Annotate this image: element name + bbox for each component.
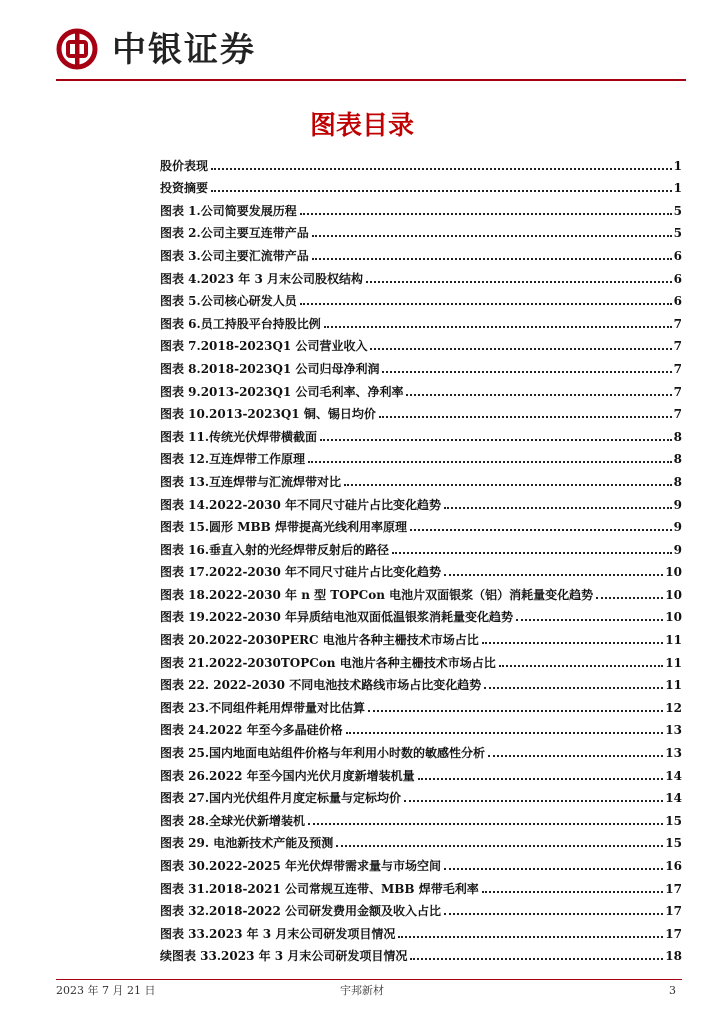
toc-entry-label: 图表 13.互连焊带与汇流焊带对比 xyxy=(160,474,342,489)
toc-entry-label: 图表 4.2023 年 3 月末公司股权结构 xyxy=(160,271,363,286)
toc-leader-dots xyxy=(444,868,663,870)
toc-leader-dots xyxy=(379,416,672,418)
toc-entry-page: 7 xyxy=(673,316,682,331)
toc-entry-page: 10 xyxy=(665,587,682,602)
toc-leader-dots xyxy=(211,168,672,170)
toc-entry[interactable] xyxy=(160,942,682,965)
toc-entry[interactable] xyxy=(160,738,682,761)
toc-entry-page: 8 xyxy=(673,429,682,444)
toc-entry-page: 11 xyxy=(665,633,682,648)
toc-entry[interactable] xyxy=(160,377,682,400)
toc-entry[interactable] xyxy=(160,151,682,174)
toc-entry[interactable] xyxy=(160,558,682,581)
toc-leader-dots xyxy=(320,439,672,441)
toc-entry-label: 续图表 33.2023 年 3 月末公司研发项目情况 xyxy=(160,949,408,964)
toc-leader-dots xyxy=(410,958,663,960)
toc-entry-label: 图表 30.2022-2025 年光伏焊带需求量与市场空间 xyxy=(160,859,442,873)
toc-entry[interactable] xyxy=(160,897,682,920)
footer-page-number: 3 xyxy=(669,984,676,997)
toc-entry-label: 图表 7.2018-2023Q1 公司营业收入 xyxy=(160,339,368,354)
toc-leader-dots xyxy=(398,936,663,938)
toc-leader-dots xyxy=(368,710,663,712)
page-title: 图表目录 xyxy=(309,111,414,141)
toc-entry-page: 10 xyxy=(665,565,682,580)
toc-entry-label: 图表 22. 2022-2030 不同电池技术路线市场占比变化趋势 xyxy=(160,678,482,693)
table-of-contents xyxy=(160,151,682,964)
toc-entry[interactable] xyxy=(160,332,682,355)
toc-leader-dots xyxy=(488,755,663,757)
toc-entry-label: 图表 28.全球光伏新增装机 xyxy=(160,813,306,828)
toc-entry-label: 图表 11.传统光伏焊带横截面 xyxy=(160,429,318,444)
toc-leader-dots xyxy=(211,190,672,192)
toc-entry-label: 图表 3.公司主要汇流带产品 xyxy=(160,248,309,263)
toc-entry-page: 1 xyxy=(673,181,682,196)
toc-entry[interactable] xyxy=(160,625,682,648)
toc-entry-page: 14 xyxy=(665,768,682,783)
toc-leader-dots xyxy=(312,235,672,237)
toc-leader-dots xyxy=(346,732,664,734)
toc-entry[interactable] xyxy=(160,580,682,603)
toc-leader-dots xyxy=(308,461,672,463)
toc-entry[interactable] xyxy=(160,422,682,445)
toc-entry[interactable] xyxy=(160,761,682,784)
toc-entry-page: 7 xyxy=(673,339,682,354)
toc-entry-page: 5 xyxy=(673,203,682,218)
toc-entry-page: 9 xyxy=(673,520,682,535)
toc-leader-dots xyxy=(300,213,672,215)
toc-entry[interactable] xyxy=(160,219,682,242)
toc-entry-page: 6 xyxy=(673,248,682,263)
toc-entry-page: 10 xyxy=(665,610,682,625)
toc-entry[interactable] xyxy=(160,309,682,332)
toc-entry-page: 17 xyxy=(665,926,682,941)
toc-entry-page: 7 xyxy=(673,407,682,422)
toc-leader-dots xyxy=(516,619,663,621)
toc-entry-page: 18 xyxy=(665,949,682,964)
toc-entry[interactable] xyxy=(160,445,682,468)
toc-entry-label: 图表 18.2022-2030 年 n 型 TOPCon 电池片双面银浆（铝）消耗量变化趋势 xyxy=(160,587,594,602)
toc-entry-page: 17 xyxy=(665,904,682,919)
toc-entry-page: 13 xyxy=(665,746,682,761)
toc-entry-page: 1 xyxy=(673,158,682,173)
toc-entry-label: 图表 9.2013-2023Q1 公司毛利率、净利率 xyxy=(160,384,404,399)
toc-leader-dots xyxy=(382,371,671,373)
toc-entry[interactable] xyxy=(160,648,682,671)
toc-entry-label: 图表 25.国内地面电站组件价格与年利用小时数的敏感性分析 xyxy=(160,746,486,761)
toc-entry[interactable] xyxy=(160,467,682,490)
toc-leader-dots xyxy=(444,574,663,576)
toc-entry[interactable] xyxy=(160,806,682,829)
toc-entry-label: 投资摘要 xyxy=(160,181,209,196)
page-header xyxy=(56,28,686,74)
toc-entry-label: 图表 21.2022-2030TOPCon 电池片各种主栅技术市场占比 xyxy=(160,655,496,670)
toc-leader-dots xyxy=(482,642,664,644)
toc-leader-dots xyxy=(308,823,663,825)
footer-company: 宇邦新材 xyxy=(340,984,384,997)
toc-entry-page: 16 xyxy=(665,859,682,873)
toc-leader-dots xyxy=(312,258,672,260)
footer-divider xyxy=(56,979,682,980)
toc-entry-label: 图表 31.2018-2021 公司常规互连带、MBB 焊带毛利率 xyxy=(160,881,479,896)
toc-leader-dots xyxy=(324,326,672,328)
toc-entry-label: 图表 15.圆形 MBB 焊带提高光线利用率原理 xyxy=(160,520,407,535)
toc-entry[interactable] xyxy=(160,287,682,310)
toc-entry-page: 6 xyxy=(673,294,682,309)
toc-entry[interactable] xyxy=(160,671,682,694)
toc-entry-page: 17 xyxy=(665,881,682,896)
toc-entry[interactable] xyxy=(160,241,682,264)
toc-entry-page: 7 xyxy=(673,361,682,376)
toc-entry[interactable] xyxy=(160,264,682,287)
toc-leader-dots xyxy=(406,394,671,396)
toc-leader-dots xyxy=(410,529,672,531)
toc-leader-dots xyxy=(336,845,663,847)
brand-name: 中银证券 xyxy=(112,30,256,70)
toc-entry-label: 图表 6.员工持股平台持股比例 xyxy=(160,316,321,331)
toc-entry[interactable] xyxy=(160,535,682,558)
toc-entry-page: 9 xyxy=(673,542,682,557)
toc-entry-label: 图表 8.2018-2023Q1 公司归母净利润 xyxy=(160,361,380,376)
toc-entry-label: 图表 27.国内光伏组件月度定标量与定标均价 xyxy=(160,791,402,806)
toc-leader-dots xyxy=(444,913,663,915)
toc-entry-label: 图表 14.2022-2030 年不同尺寸硅片占比变化趋势 xyxy=(160,497,442,512)
toc-entry-page: 5 xyxy=(673,226,682,241)
toc-entry-label: 图表 10.2013-2023Q1 铜、锡日均价 xyxy=(160,407,376,422)
toc-entry-page: 11 xyxy=(665,655,682,670)
toc-entry[interactable] xyxy=(160,919,682,942)
toc-entry[interactable] xyxy=(160,196,682,219)
toc-entry[interactable] xyxy=(160,784,682,807)
toc-entry-label: 图表 32.2018-2022 公司研发费用金额及收入占比 xyxy=(160,904,442,919)
toc-entry-page: 6 xyxy=(673,271,682,286)
toc-entry[interactable] xyxy=(160,829,682,852)
toc-entry-label: 图表 23.不同组件耗用焊带量对比估算 xyxy=(160,700,366,715)
toc-leader-dots xyxy=(499,665,664,667)
toc-leader-dots xyxy=(366,281,672,283)
toc-entry-page: 9 xyxy=(673,497,682,512)
toc-entry-label: 图表 33.2023 年 3 月末公司研发项目情况 xyxy=(160,926,396,941)
footer-date: 2023 年 7 月 21 日 xyxy=(56,984,156,997)
toc-entry-page: 15 xyxy=(665,836,682,851)
toc-entry-page: 8 xyxy=(673,452,682,467)
toc-entry-page: 14 xyxy=(665,791,682,806)
toc-entry-page: 15 xyxy=(665,813,682,828)
toc-entry[interactable] xyxy=(160,716,682,739)
toc-entry-page: 12 xyxy=(665,700,682,715)
toc-entry[interactable] xyxy=(160,603,682,626)
toc-entry-label: 图表 26.2022 年至今国内光伏月度新增装机量 xyxy=(160,768,415,783)
bank-of-china-logo-icon xyxy=(56,28,98,70)
toc-entry-label: 图表 16.垂直入射的光经焊带反射后的路径 xyxy=(160,542,390,557)
toc-entry[interactable] xyxy=(160,174,682,197)
toc-entry-label: 图表 1.公司简要发展历程 xyxy=(160,203,297,218)
toc-entry-page: 8 xyxy=(673,474,682,489)
toc-entry[interactable] xyxy=(160,513,682,536)
toc-entry-label: 图表 17.2022-2030 年不同尺寸硅片占比变化趋势 xyxy=(160,565,442,580)
toc-entry-label: 图表 19.2022-2030 年异质结电池双面低温银浆消耗量变化趋势 xyxy=(160,610,514,625)
toc-entry[interactable] xyxy=(160,490,682,513)
toc-entry[interactable] xyxy=(160,354,682,377)
toc-entry[interactable] xyxy=(160,851,682,874)
toc-entry-page: 11 xyxy=(665,678,682,693)
toc-leader-dots xyxy=(370,348,671,350)
toc-entry[interactable] xyxy=(160,400,682,423)
toc-entry[interactable] xyxy=(160,693,682,716)
toc-entry-label: 图表 2.公司主要互连带产品 xyxy=(160,226,309,241)
toc-leader-dots xyxy=(482,891,664,893)
toc-entry[interactable] xyxy=(160,874,682,897)
toc-entry-page: 13 xyxy=(665,723,682,738)
toc-leader-dots xyxy=(596,597,663,599)
toc-entry-label: 图表 24.2022 年至今多晶硅价格 xyxy=(160,723,343,738)
toc-leader-dots xyxy=(344,484,672,486)
toc-entry-page: 7 xyxy=(673,384,682,399)
header-divider xyxy=(56,79,686,81)
toc-leader-dots xyxy=(404,800,663,802)
toc-entry-label: 图表 5.公司核心研发人员 xyxy=(160,294,297,309)
toc-entry-label: 图表 20.2022-2030PERC 电池片各种主栅技术市场占比 xyxy=(160,633,479,648)
toc-leader-dots xyxy=(300,303,672,305)
toc-leader-dots xyxy=(418,778,664,780)
toc-leader-dots xyxy=(484,687,663,689)
toc-leader-dots xyxy=(444,507,672,509)
toc-leader-dots xyxy=(392,552,672,554)
toc-entry-label: 图表 29. 电池新技术产能及预测 xyxy=(160,836,334,851)
toc-entry-label: 股价表现 xyxy=(160,158,209,173)
toc-entry-label: 图表 12.互连焊带工作原理 xyxy=(160,452,306,467)
